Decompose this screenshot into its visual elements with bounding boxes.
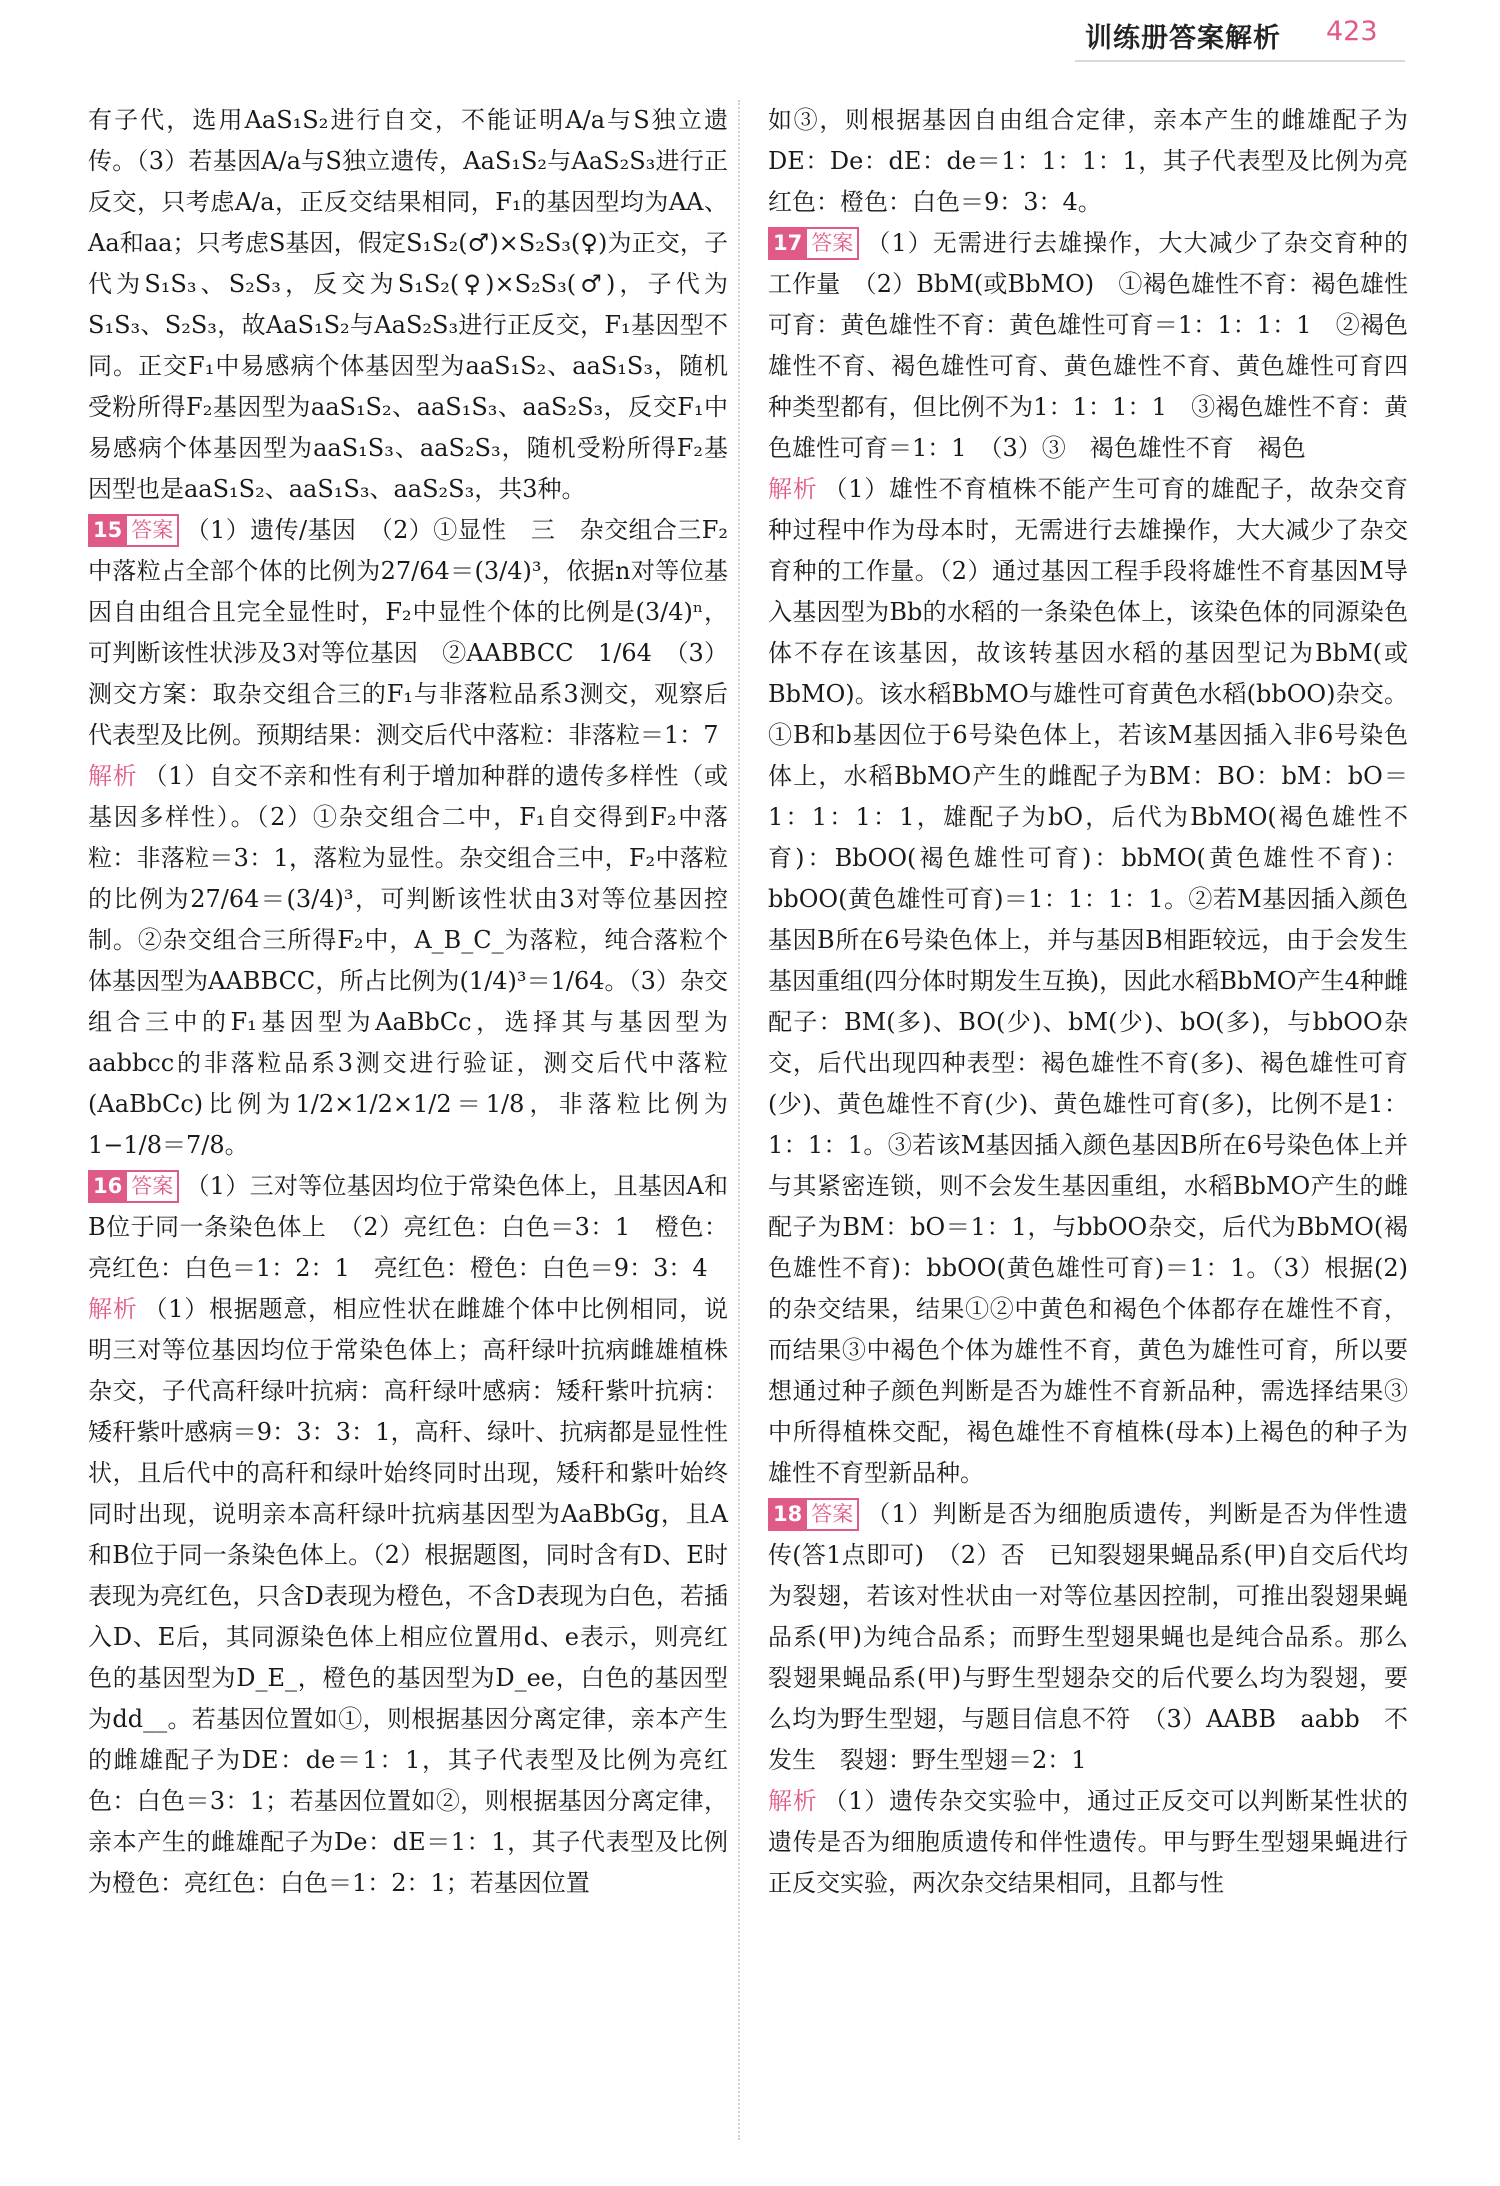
question-badge-17 — [768, 227, 859, 260]
analysis-17 — [768, 469, 1408, 1494]
question-badge-15 — [88, 514, 179, 547]
answer-label: 答案 — [127, 514, 179, 547]
question-number: 17 — [768, 227, 807, 260]
question-number: 15 — [88, 514, 127, 547]
answer-16 — [88, 1166, 728, 1289]
answer-text: （1）三对等位基因均位于常染色体上，且基因A和B位于同一条染色体上 （2）亮红色：白色＝3：1 橙色：亮红色：白色＝1：2：1 亮红色：橙色：白色＝9：3：4 — [88, 1172, 728, 1282]
analysis-text: （1）遗传杂交实验中，通过正反交可以判断某性状的遗传是否为细胞质遗传和伴性遗传。甲与野生型翅果蝇进行正反交实验，两次杂交结果相同，且都与性 — [768, 1787, 1408, 1897]
answer-label: 答案 — [807, 227, 859, 260]
answer-label: 答案 — [127, 1170, 179, 1203]
analysis-18 — [768, 1781, 1408, 1904]
question-badge-18 — [768, 1498, 859, 1531]
analysis-text: （1）根据题意，相应性状在雌雄个体中比例相同，说明三对等位基因均位于常染色体上；高秆绿叶抗病雌雄植株杂交，子代高秆绿叶抗病：高秆绿叶感病：矮秆紫叶抗病：矮秆紫叶感病＝9：3：3：1，高秆、绿叶、抗病都是显性性状，且后代中的高秆和绿叶始终同时出现，矮秆和紫叶始终同时出现，说明亲本高秆绿叶抗病基因型为AaBbGg，且A和B位于同一条染色体上。（2）根据题图，同时含有D、E时表现为亮红色，只含D表现为橙色，不含D表现为白色，若插入D、E后，其同源染色体上相应位置用d、e表示，则亮红色的基因型为D_E_，橙色的基因型为D_ee，白色的基因型为dd__。若基因位置如①，则根据基因分离定律，亲本产生的雌雄配子为DE：de＝1：1，其子代表型及比例为亮红色：白色＝3：1；若基因位置如②，则根据基因分离定律，亲本产生的雌雄配子为De：dE＝1：1，其子代表型及比例为橙色：亮红色：白色＝1：2：1；若基因位置 — [88, 1295, 728, 1897]
column-divider — [738, 100, 740, 2140]
analysis-15 — [88, 756, 728, 1166]
continuation-paragraph: 有子代，选用AaS₁S₂进行自交，不能证明A/a与S独立遗传。（3）若基因A/a与S独立遗传，AaS₁S₂与AaS₂S₃进行正反交，只考虑A/a，正反交结果相同，F₁的基因型均为AA、Aa和aa；只考虑S基因，假定S₁S₂(♂)×S₂S₃(♀)为正交，子代为S₁S₃、S₂S₃，反交为S₁S₂(♀)×S₂S₃(♂)，子代为S₁S₃、S₂S₃，故AaS₁S₂与AaS₂S₃进行正反交，F₁基因型不同。正交F₁中易感病个体基因型为aaS₁S₂、aaS₁S₃，随机受粉所得F₂基因型为aaS₁S₂、aaS₁S₃、aaS₂S₃，反交F₁中易感病个体基因型为aaS₁S₃、aaS₂S₃，随机受粉所得F₂基因型也是aaS₁S₂、aaS₁S₃、aaS₂S₃，共3种。 — [88, 106, 728, 503]
analysis-text: （1）雄性不育植株不能产生可育的雄配子，故杂交育种过程中作为母本时，无需进行去雄操作，大大减少了杂交育种的工作量。（2）通过基因工程手段将雄性不育基因M导入基因型为Bb的水稻的一条染色体上，该染色体的同源染色体不存在该基因，故该转基因水稻的基因型记为BbM(或BbMO)。该水稻BbMO与雄性可育黄色水稻(bbOO)杂交。①B和b基因位于6号染色体上，若该M基因插入非6号染色体上，水稻BbMO产生的雌配子为BM：BO：bM：bO＝1：1：1：1，雄配子为bO，后代为BbMO(褐色雄性不育)：BbOO(褐色雄性可育)：bbMO(黄色雄性不育)：bbOO(黄色雄性可育)＝1：1：1：1。②若M基因插入颜色基因B所在6号染色体上，并与基因B相距较远，由于会发生基因重组(四分体时期发生互换)，因此水稻BbMO产生4种雌配子：BM(多)、BO(少)、bM(少)、bO(多)，与bbOO杂交，后代出现四种表型：褐色雄性不育(多)、褐色雄性可育(少)、黄色雄性不育(少)、黄色雄性可育(多)，比例不是1：1：1：1。③若该M基因插入颜色基因B所在6号染色体上并与其紧密连锁，则不会发生基因重组，水稻BbMO产生的雌配子为BM：bO＝1：1，与bbOO杂交，后代为BbMO(褐色雄性不育)：bbOO(黄色雄性可育)＝1：1。（3）根据(2)的杂交结果，结果①②中黄色和褐色个体都存在雄性不育，而结果③中褐色个体为雄性不育，黄色为雄性可育，所以要想通过种子颜色判断是否为雄性不育新品种，需选择结果③中所得植株交配，褐色雄性不育植株(母本)上褐色的种子为雄性不育型新品种。 — [768, 475, 1408, 1487]
analysis-label: 解析 — [88, 762, 138, 790]
answer-text: （1）无需进行去雄操作，大大减少了杂交育种的工作量 （2）BbM(或BbMO) ①褐色雄性不育：褐色雄性可育：黄色雄性不育：黄色雄性可育＝1：1：1：1 ②褐色雄性不育、褐色雄性可育、黄色雄性不育、黄色雄性可育四种类型都有，但比例不为1：1：1：1 ③褐色雄性不育：黄色雄性可育＝1：1 （3）③ 褐色雄性不育 褐色 — [768, 229, 1408, 462]
analysis-label: 解析 — [768, 1787, 818, 1815]
analysis-text: （1）自交不亲和性有利于增加种群的遗传多样性（或基因多样性）。（2）①杂交组合二中，F₁自交得到F₂中落粒：非落粒＝3：1，落粒为显性。杂交组合三中，F₂中落粒的比例为27/64＝(3/4)³，可判断该性状由3对等位基因控制。②杂交组合三所得F₂中，A_B_C_为落粒，纯合落粒个体基因型为AABBCC，所占比例为(1/4)³＝1/64。（3）杂交组合三中的F₁基因型为AaBbCc，选择其与基因型为aabbcc的非落粒品系3测交进行验证，测交后代中落粒(AaBbCc)比例为1/2×1/2×1/2＝1/8，非落粒比例为1−1/8＝7/8。 — [88, 762, 728, 1159]
answer-label: 答案 — [807, 1498, 859, 1531]
header-rule — [1075, 60, 1405, 62]
answer-text: （1）遗传/基因 （2）①显性 三 杂交组合三F₂中落粒占全部个体的比例为27/64＝(3/4)³，依据n对等位基因自由组合且完全显性时，F₂中显性个体的比例是(3/4)ⁿ，可判断该性状涉及3对等位基因 ②AABBCC 1/64 （3）测交方案：取杂交组合三的F₁与非落粒品系3测交，观察后代表型及比例。预期结果：测交后代中落粒：非落粒＝1：7 — [88, 516, 728, 749]
question-badge-16 — [88, 1170, 179, 1203]
answer-text: （1）判断是否为细胞质遗传，判断是否为伴性遗传(答1点即可) （2）否 已知裂翅果蝇品系(甲)自交后代均为裂翅，若该对性状由一对等位基因控制，可推出裂翅果蝇品系(甲)为纯合品系；而野生型翅果蝇也是纯合品系。那么裂翅果蝇品系(甲)与野生型翅杂交的后代要么均为裂翅，要么均为野生型翅，与题目信息不符 （3）AABB aabb 不发生 裂翅：野生型翅＝2：1 — [768, 1500, 1408, 1774]
right-column — [768, 100, 1408, 1904]
analysis-label: 解析 — [768, 475, 818, 503]
question-number: 16 — [88, 1170, 127, 1203]
page-number: 423 — [1326, 16, 1378, 47]
analysis-label: 解析 — [88, 1295, 138, 1323]
question-number: 18 — [768, 1498, 807, 1531]
answer-15 — [88, 510, 728, 756]
answer-17 — [768, 223, 1408, 469]
analysis-16 — [88, 1289, 728, 1904]
continuation-paragraph: 如③，则根据基因自由组合定律，亲本产生的雌雄配子为DE：De：dE：de＝1：1：1：1，其子代表型及比例为亮红色：橙色：白色＝9：3：4。 — [768, 106, 1408, 216]
left-column — [88, 100, 728, 1904]
running-header-title: 训练册答案解析 — [1085, 23, 1281, 54]
answer-18 — [768, 1494, 1408, 1781]
